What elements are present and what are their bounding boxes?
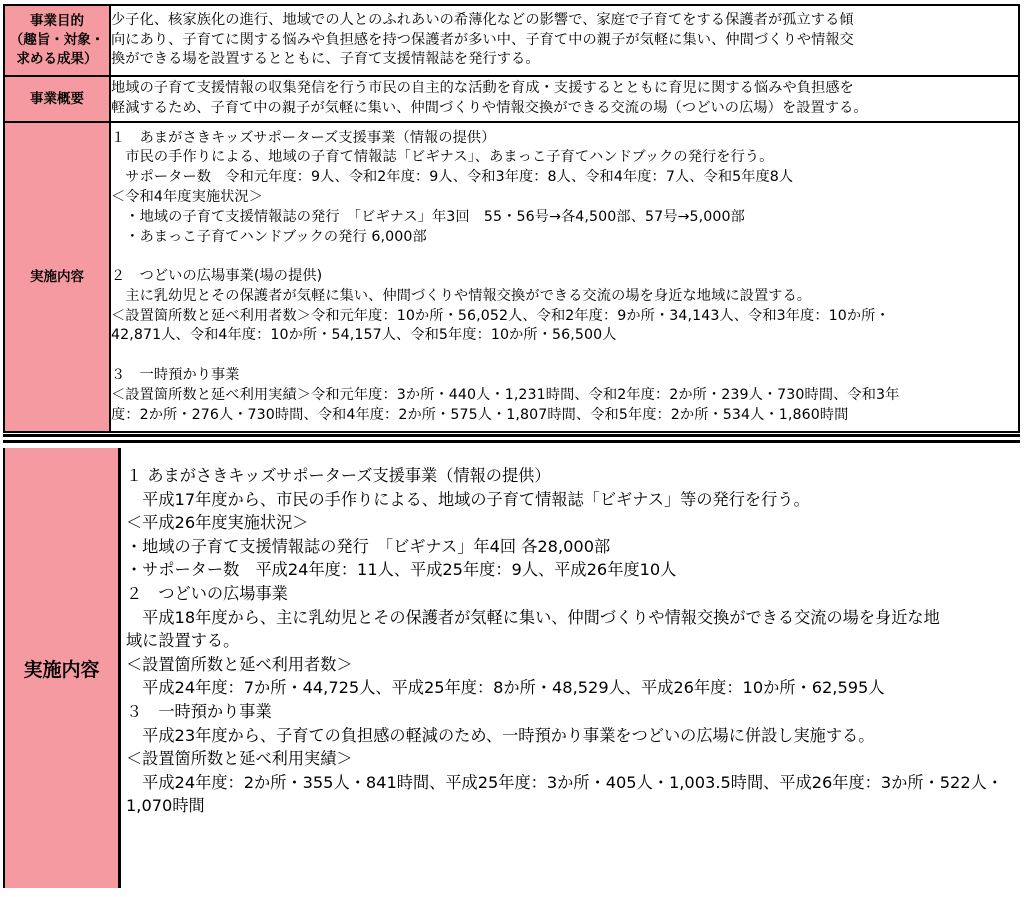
- text-line: 少子化、核家族化の進行、地域での人とのふれあいの希薄化などの影響で、家庭で子育てをする保護者が孤立する傾: [111, 11, 854, 28]
- implementation-text: [126, 464, 1016, 818]
- previous-program-table: [3, 448, 1022, 888]
- text-line: 平成24年度：2か所・355人・841時間、平成25年度：3か所・405人・1,003.5時間、平成26年度：3か所・522人・: [126, 772, 1003, 792]
- purpose-row: [4, 5, 1019, 76]
- text-line: 域に設置する。: [126, 631, 240, 651]
- overview-label: 事業概要: [4, 76, 110, 122]
- text-line: 換ができる場を設置するとともに、子育て支援情報誌を発行する。: [111, 51, 540, 68]
- text-line: 1,070時間: [126, 796, 205, 816]
- purpose-label: [4, 5, 110, 76]
- divider-line: [3, 440, 1020, 443]
- current-program-table: [3, 4, 1020, 433]
- text-line: 軽減するため、子育て中の親子が気軽に集い、仲間づくりや情報交換ができる交流の場（つどいの広場）を設置する。: [111, 100, 868, 116]
- text-line: 主に乳幼児とその保護者が気軽に集い、仲間づくりや情報交換ができる交流の場を身近な地域に設置する。: [111, 287, 812, 304]
- purpose-text: [110, 5, 1019, 76]
- text-line: 平成18年度から、主に乳幼児とその保護者が気軽に集い、仲間づくりや情報交換ができる交流の場を身近な地: [126, 607, 940, 627]
- text-line: ・あまっこ子育てハンドブックの発行 6,000部: [111, 228, 427, 245]
- text-line: ・地域の子育て支援情報誌の発行 「ビギナス」年4回 各28,000部: [126, 536, 611, 556]
- text-line: １ あまがさきキッズサポーターズ支援事業（情報の提供）: [126, 466, 551, 485]
- text-line: サポーター数 令和元年度：9人、令和2年度：9人、令和3年度：8人、令和4年度：7人、令和5年度8人: [111, 169, 794, 186]
- implementation-label: 実施内容: [4, 122, 110, 432]
- text-line: ＜設置箇所数と延べ利用者数＞: [126, 654, 353, 674]
- text-line: ・地域の子育て支援情報誌の発行 「ビギナス」年3回 55・56号→各4,500部、57号→5,000部: [111, 208, 745, 225]
- text-line: ＜設置箇所数と延べ利用実績＞令和元年度：3か所・440人・1,231時間、令和2年度：2か所・239人・730時間、令和3年: [111, 386, 900, 403]
- purpose-label-line: （趣旨・対象・: [9, 32, 105, 48]
- implementation-label: 実施内容: [5, 448, 121, 888]
- text-line: 平成17年度から、市民の手作りによる、地域の子育て情報誌「ビギナス」等の発行を行う。: [126, 489, 810, 509]
- implementation-text: [110, 122, 1019, 432]
- text-line: 地域の子育て支援情報の収集発信を行う市民の自主的な活動を育成・支援するとともに育児に関する悩みや負担感を: [111, 80, 854, 97]
- text-line: ・サポーター数 平成24年度：11人、平成25年度：9人、平成26年度10人: [126, 560, 677, 580]
- purpose-label-line: 事業目的: [30, 13, 84, 29]
- spacer: [111, 346, 1018, 366]
- text-line: ２ つどいの広場事業: [126, 583, 288, 603]
- text-line: 度：2か所・276人・730時間、令和4年度：2か所・575人・1,807時間、令和5年度：2か所・534人・1,860時間: [111, 406, 849, 423]
- text-line: ＜平成26年度実施状況＞: [126, 513, 309, 533]
- text-line: ３ 一時預かり事業: [126, 701, 272, 721]
- text-line: 市民の手作りによる、地域の子育て情報誌「ビギナス」、あまっこ子育てハンドブックの発行を行う。: [111, 149, 774, 166]
- text-line: 向にあり、子育てに関する悩みや負担感を持つ保護者が多い中、子育て中の親子が気軽に集い、仲間づくりや情報交: [111, 31, 854, 48]
- text-line: ＜令和4年度実施状況＞: [111, 188, 264, 205]
- text-line: １ あまがさきキッズサポーターズ支援事業（情報の提供）: [111, 129, 496, 146]
- overview-text: [110, 76, 1019, 122]
- text-line: ＜設置箇所数と延べ利用実績＞: [126, 749, 353, 769]
- overview-row: [4, 76, 1019, 122]
- text-line: ３ 一時預かり事業: [111, 367, 240, 384]
- text-line: 42,871人、令和4年度：10か所・54,157人、令和5年度：10か所・56,500人: [111, 327, 617, 344]
- implementation-row: [4, 122, 1019, 432]
- text-line: ２ つどいの広場事業(場の提供): [111, 268, 323, 285]
- text-line: ＜設置箇所数と延べ利用者数＞令和元年度：10か所・56,052人、令和2年度：9か所・34,143人、令和3年度：10か所・: [111, 307, 890, 324]
- spacer: [111, 247, 1018, 267]
- text-line: 平成23年度から、子育ての負担感の軽減のため、一時預かり事業をつどいの広場に併設し実施する。: [126, 725, 875, 745]
- divider-line: [3, 434, 1020, 437]
- purpose-label-line: 求める成果）: [16, 51, 98, 67]
- text-line: 平成24年度：7か所・44,725人、平成25年度：8か所・48,529人、平成26年度：10か所・62,595人: [126, 678, 885, 698]
